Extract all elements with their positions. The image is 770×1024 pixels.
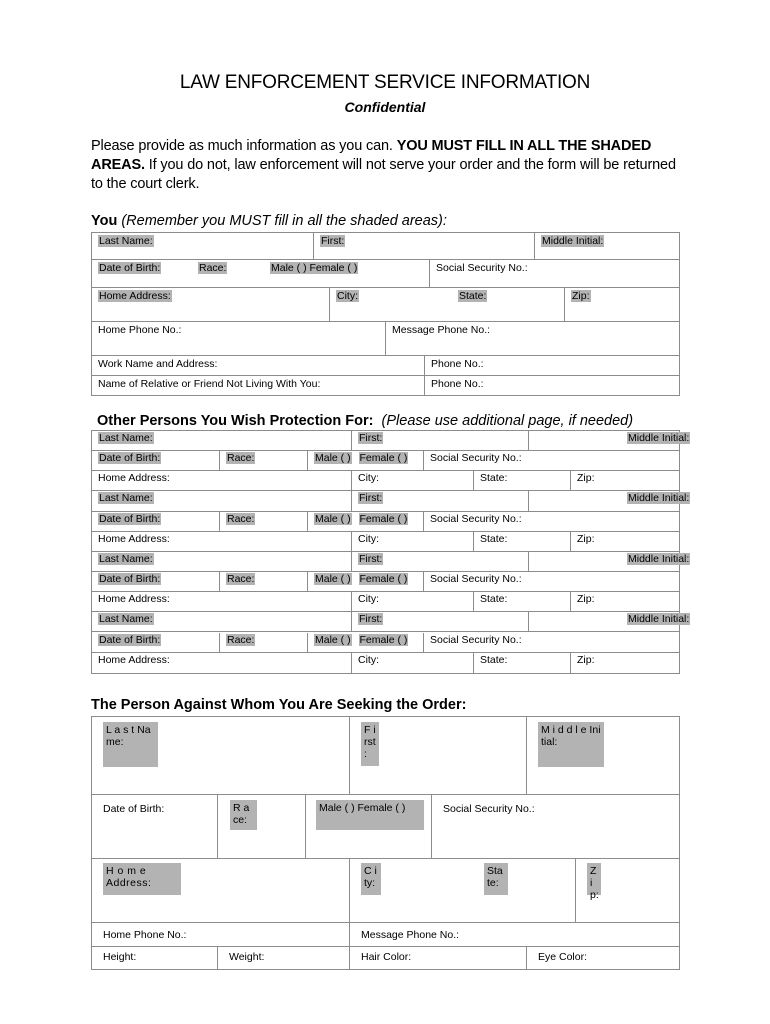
other2-home-address-label: Home Address: [98,532,170,545]
other3-state-label: State: [480,593,508,606]
resp-zip-label: Z i p: [587,863,601,895]
other4-race-field[interactable] [220,633,308,653]
respondent-table [91,716,680,970]
other2-last-name-field[interactable] [92,491,352,511]
other4-last-name-label: Last Name: [99,613,153,626]
other3-ssn-field[interactable] [424,572,679,592]
other2-dob-field[interactable] [92,512,220,532]
you-heading-note: (Remember you MUST fill in all the shaded areas): [121,213,447,229]
other2-ssn-label: Social Security No.: [430,512,522,525]
resp-weight-label: Weight: [229,951,265,963]
other2-ssn-field[interactable] [424,512,679,532]
other4-ssn-field[interactable] [424,633,679,653]
you-first-name-label: First: [321,235,345,247]
resp-city-label: C i ty: [361,863,381,895]
other2-sex-field[interactable] [308,512,424,532]
other3-dob-label: Date of Birth: [99,573,161,586]
other3-middle-initial-label: Middle Initial: [628,552,690,565]
other2-zip-label: Zip: [577,532,595,545]
resp-race-label: R a ce: [230,800,257,830]
other3-state-field[interactable] [474,592,571,612]
other3-last-name-field[interactable] [92,552,352,572]
resp-dob-label: Date of Birth: [103,803,165,815]
resp-home-phone-label: Home Phone No.: [103,929,187,941]
other4-state-field[interactable] [474,653,571,673]
you-state-label: State: [459,290,487,302]
resp-height-field[interactable] [92,947,218,969]
other1-last-name-label: Last Name: [99,432,153,444]
you-work-phone-field[interactable] [425,356,679,376]
other3-ssn-label: Social Security No.: [430,573,522,586]
you-home-phone-label: Home Phone No.: [98,324,182,336]
you-state-field[interactable] [452,288,565,322]
other2-sex-label: Male ( ) [315,512,351,525]
you-work-phone-label: Phone No.: [431,358,484,370]
other1-zip-field[interactable] [571,471,679,491]
resp-first-name-label: F i rst : [361,722,379,766]
other1-state-field[interactable] [474,471,571,491]
resp-height-label: Height: [103,951,137,963]
other1-sex-field[interactable] [308,451,424,471]
other1-city-field[interactable] [352,471,474,491]
other4-home-address-label: Home Address: [98,653,170,666]
other1-home-address-field[interactable] [92,471,352,491]
other2-race-field[interactable] [220,512,308,532]
other4-last-name-field[interactable] [92,612,352,632]
you-race-label: Race: [199,262,227,274]
resp-state-label: Sta te: [484,863,508,895]
other2-home-address-field[interactable] [92,532,352,552]
resp-home-address-label: H o m e Address: [103,863,181,895]
other3-city-label: City: [358,593,379,606]
other3-first-name-label: First: [359,552,383,565]
others-table [91,430,690,674]
other4-female-label: Female ( ) [359,633,408,646]
resp-message-phone-field[interactable] [350,923,679,947]
other3-middle-initial-field[interactable] [529,552,690,572]
others-heading-note: (Please use additional page, if needed) [381,413,634,429]
intro-text-bold: YOU MUST FILL IN ALL THE SHADED AREAS. [91,138,652,173]
other3-race-field[interactable] [220,572,308,592]
other3-home-address-field[interactable] [92,592,352,612]
other3-sex-field[interactable] [308,572,424,592]
other1-ssn-field[interactable] [424,451,679,471]
you-sex-field[interactable] [264,260,430,288]
you-relative-field[interactable] [92,376,425,395]
you-home-address-field[interactable] [92,288,330,322]
other2-middle-initial-field[interactable] [529,491,690,511]
other4-ssn-label: Social Security No.: [430,633,522,646]
other2-state-label: State: [480,532,508,545]
intro-paragraph [91,137,691,194]
other4-middle-initial-field[interactable] [529,612,690,632]
other1-first-name-label: First: [359,432,383,444]
resp-sex-label: Male ( ) Female ( ) [316,800,424,830]
you-race-field[interactable] [192,260,264,288]
other4-dob-label: Date of Birth: [99,633,161,646]
other1-zip-label: Zip: [577,472,595,485]
you-work-field[interactable] [92,356,425,376]
other3-zip-field[interactable] [571,592,679,612]
other2-last-name-label: Last Name: [99,492,153,505]
you-ssn-label: Social Security No.: [436,262,528,274]
others-section-heading [97,413,633,429]
you-message-phone-label: Message Phone No.: [392,324,491,336]
other1-first-name-field[interactable] [352,431,529,451]
resp-ssn-field[interactable] [432,795,679,859]
other1-race-field[interactable] [220,451,308,471]
other3-first-name-field[interactable] [352,552,529,572]
other2-state-field[interactable] [474,532,571,552]
other4-race-label: Race: [227,633,255,646]
resp-message-phone-label: Message Phone No.: [361,929,460,941]
other1-last-name-field[interactable] [92,431,352,451]
resp-hair-field[interactable] [350,947,527,969]
other3-zip-label: Zip: [577,593,595,606]
other3-last-name-label: Last Name: [99,552,153,565]
resp-weight-field[interactable] [218,947,350,969]
other1-middle-initial-field[interactable] [529,431,690,451]
you-sex-label: Male ( ) Female ( ) [271,262,358,274]
other1-middle-initial-label: Middle Initial: [628,432,690,444]
other4-middle-initial-label: Middle Initial: [628,613,690,626]
you-heading: You [91,213,118,229]
other3-race-label: Race: [227,573,255,586]
other4-city-label: City: [358,653,379,666]
resp-dob-field[interactable] [92,795,218,859]
you-work-label: Work Name and Address: [98,358,218,370]
other4-dob-field[interactable] [92,633,220,653]
other2-zip-field[interactable] [571,532,679,552]
you-message-phone-field[interactable] [386,322,679,356]
other3-sex-label: Male ( ) [315,573,351,586]
other4-zip-field[interactable] [571,653,679,673]
resp-eye-label: Eye Color: [538,951,588,963]
other2-female-label: Female ( ) [359,512,408,525]
you-middle-initial-field[interactable] [535,233,679,260]
you-first-name-field[interactable] [314,233,535,260]
you-last-name-label: Last Name: [99,235,153,247]
resp-home-phone-field[interactable] [92,923,350,947]
you-ssn-field[interactable] [430,260,679,288]
other1-state-label: State: [480,472,508,485]
other1-dob-field[interactable] [92,451,220,471]
other2-first-name-label: First: [359,492,383,505]
other2-city-field[interactable] [352,532,474,552]
other1-ssn-label: Social Security No.: [430,452,522,465]
you-last-name-field[interactable] [92,233,314,260]
other4-home-address-field[interactable] [92,653,352,673]
other1-city-label: City: [358,472,379,485]
you-dob-label: Date of Birth: [99,262,161,274]
you-relative-phone-label: Phone No.: [431,378,484,390]
other4-first-name-field[interactable] [352,612,529,632]
resp-ssn-label: Social Security No.: [443,803,535,815]
you-relative-label: Name of Relative or Friend Not Living With You: [98,378,321,390]
you-city-label: City: [337,290,358,302]
resp-last-name-label: L a s t Name: [103,722,158,767]
respondent-heading: The Person Against Whom You Are Seeking the Order: [91,697,467,713]
other4-city-field[interactable] [352,653,474,673]
other2-city-label: City: [358,532,379,545]
other4-sex-field[interactable] [308,633,424,653]
others-heading: Other Persons You Wish Protection For: [97,413,374,429]
intro-text-1: Please provide as much information as you can. [91,138,393,154]
other2-middle-initial-label: Middle Initial: [628,492,690,505]
other2-first-name-field[interactable] [352,491,529,511]
other1-female-label: Female ( ) [359,452,408,465]
form-title: LAW ENFORCEMENT SERVICE INFORMATION [179,72,591,93]
respondent-section-heading [91,697,466,713]
resp-eye-field[interactable] [527,947,679,969]
you-relative-phone-field[interactable] [425,376,679,395]
other1-dob-label: Date of Birth: [99,452,161,465]
you-home-address-label: Home Address: [99,290,171,302]
other3-city-field[interactable] [352,592,474,612]
you-table [91,232,680,396]
you-dob-field[interactable] [92,260,192,288]
other3-female-label: Female ( ) [359,573,408,586]
other1-sex-label: Male ( ) [315,452,351,465]
other4-first-name-label: First: [359,613,383,626]
you-city-field[interactable] [330,288,452,322]
other2-race-label: Race: [227,512,255,525]
other1-race-label: Race: [227,452,255,465]
other1-home-address-label: Home Address: [98,472,170,485]
intro-text-2: If you do not, law enforcement will not serve your order and the form will be returned to the court clerk. [91,157,676,192]
other4-state-label: State: [480,653,508,666]
other3-home-address-label: Home Address: [98,593,170,606]
you-home-phone-field[interactable] [92,322,386,356]
resp-middle-initial-label: M i d d l e Initial: [538,722,604,767]
other4-zip-label: Zip: [577,653,595,666]
you-middle-initial-label: Middle Initial: [542,235,604,247]
other2-dob-label: Date of Birth: [99,512,161,525]
other4-sex-label: Male ( ) [315,633,351,646]
you-zip-field[interactable] [565,288,679,322]
you-zip-label: Zip: [572,290,590,302]
other3-dob-field[interactable] [92,572,220,592]
resp-hair-label: Hair Color: [361,951,412,963]
form-subtitle: Confidential [344,99,426,115]
you-section-heading [91,213,447,229]
